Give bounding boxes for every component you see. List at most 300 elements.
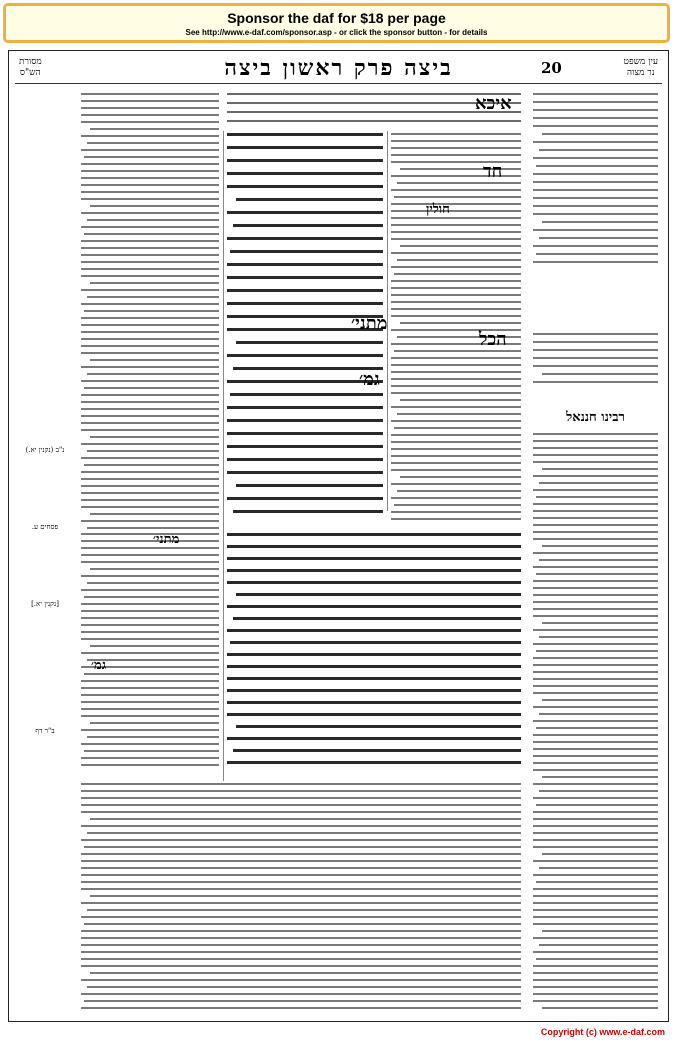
text-line — [533, 454, 658, 456]
text-line — [81, 422, 219, 424]
text-line — [533, 552, 658, 554]
text-line — [84, 923, 521, 925]
text-line — [539, 482, 658, 484]
text-line — [81, 492, 219, 494]
text-line — [236, 198, 383, 201]
text-line — [533, 748, 658, 750]
text-line — [533, 475, 658, 477]
text-line — [533, 839, 658, 841]
text-line — [81, 317, 219, 319]
text-line — [81, 916, 521, 918]
text-line — [81, 177, 219, 179]
text-line — [81, 324, 219, 326]
text-line — [87, 450, 219, 452]
text-line — [81, 631, 219, 633]
text-line — [81, 499, 219, 501]
text-line — [81, 624, 219, 626]
text-line — [81, 839, 521, 841]
text-line — [81, 163, 219, 165]
text-line — [81, 352, 219, 354]
text-line — [81, 107, 219, 109]
text-line — [391, 210, 521, 212]
text-line — [391, 462, 521, 464]
text-line — [227, 419, 383, 422]
text-line — [81, 303, 219, 305]
text-line — [81, 533, 219, 535]
text-line — [81, 575, 219, 577]
text-line — [87, 736, 219, 738]
gemara-marker: גמ׳ — [359, 369, 380, 390]
text-line — [81, 520, 219, 522]
text-line — [536, 650, 658, 652]
text-line — [533, 895, 658, 897]
text-line — [81, 443, 219, 445]
text-line — [533, 629, 658, 631]
text-line — [533, 440, 658, 442]
text-line — [542, 622, 658, 624]
text-line — [81, 652, 219, 654]
text-line — [391, 203, 521, 205]
text-line — [227, 761, 521, 764]
left-margin-column — [15, 91, 75, 1011]
text-line — [81, 638, 219, 640]
text-line — [533, 510, 658, 512]
text-line — [391, 448, 521, 450]
text-line — [90, 513, 219, 515]
text-line — [227, 354, 383, 357]
main-text-block — [81, 91, 521, 1011]
sponsor-banner[interactable] — [3, 3, 670, 43]
text-line — [533, 381, 658, 383]
text-line — [81, 958, 521, 960]
text-line — [536, 165, 658, 167]
text-line — [533, 762, 658, 764]
text-line — [533, 685, 658, 687]
text-line — [533, 860, 658, 862]
text-line — [533, 951, 658, 953]
header-divider — [15, 83, 662, 84]
text-line — [539, 559, 658, 561]
text-line — [533, 141, 658, 143]
text-line — [81, 965, 521, 967]
text-line — [81, 198, 219, 200]
text-line — [533, 261, 658, 263]
text-line — [542, 776, 658, 778]
text-line — [227, 172, 383, 175]
text-line — [400, 245, 521, 247]
text-line — [542, 699, 658, 701]
text-line — [81, 240, 219, 242]
rashi-marker: גמ׳ — [91, 658, 106, 673]
banner-subtitle: See http://www.e-daf.com/sponsor.asp - or click the sponsor button - for details — [185, 28, 488, 37]
text-line — [391, 133, 521, 135]
text-line — [391, 364, 521, 366]
text-line — [533, 433, 658, 435]
text-line — [81, 825, 521, 827]
text-line — [542, 373, 658, 375]
text-line — [533, 678, 658, 680]
text-line — [391, 434, 521, 436]
text-line — [227, 458, 383, 461]
text-line — [536, 958, 658, 960]
text-line — [81, 867, 521, 869]
tosafot-commentary — [81, 91, 219, 531]
text-line — [533, 229, 658, 231]
text-line — [533, 769, 658, 771]
text-line — [533, 173, 658, 175]
text-line — [227, 289, 383, 292]
text-line — [533, 706, 658, 708]
text-line — [81, 170, 219, 172]
text-line — [227, 677, 521, 680]
text-line — [227, 146, 383, 149]
rashi-commentary — [391, 131, 521, 521]
text-line — [227, 432, 383, 435]
text-line — [533, 594, 658, 596]
text-line — [81, 275, 219, 277]
text-line — [81, 415, 219, 417]
text-line — [533, 538, 658, 540]
text-line — [84, 156, 219, 158]
text-line — [233, 617, 521, 620]
text-line — [81, 701, 219, 703]
text-line — [400, 399, 521, 401]
text-line — [539, 149, 658, 151]
rabeinu-chananel-text — [533, 431, 658, 1011]
text-line — [397, 490, 521, 492]
banner-title[interactable]: Sponsor the daf for $18 per page — [227, 10, 446, 26]
text-line — [533, 874, 658, 876]
text-line — [533, 101, 658, 103]
text-line — [391, 420, 521, 422]
text-line — [81, 610, 219, 612]
text-line — [533, 333, 658, 335]
text-line — [81, 135, 219, 137]
text-line — [84, 673, 219, 675]
tosafot-heading: חולין — [426, 202, 450, 217]
text-line — [533, 1000, 658, 1002]
text-line — [391, 231, 521, 233]
text-line — [81, 589, 219, 591]
text-line — [539, 944, 658, 946]
text-line — [87, 373, 219, 375]
text-line — [81, 561, 219, 563]
text-line — [227, 629, 521, 632]
text-line — [533, 205, 658, 207]
text-line — [81, 617, 219, 619]
text-line — [533, 117, 658, 119]
text-line — [87, 527, 219, 529]
text-line — [90, 128, 219, 130]
text-line — [536, 253, 658, 255]
text-line — [227, 185, 383, 188]
ein-mishpat-notes — [533, 331, 658, 391]
text-line — [400, 168, 521, 170]
text-line — [536, 881, 658, 883]
text-line — [533, 664, 658, 666]
text-line — [391, 217, 521, 219]
text-line — [90, 972, 521, 974]
text-line — [391, 385, 521, 387]
text-line — [391, 441, 521, 443]
text-line — [533, 157, 658, 159]
text-line — [397, 182, 521, 184]
text-line — [81, 811, 521, 813]
text-line — [81, 114, 219, 116]
text-line — [87, 296, 219, 298]
text-line — [391, 455, 521, 457]
text-line — [391, 294, 521, 296]
column-divider — [387, 131, 388, 511]
text-line — [533, 846, 658, 848]
text-line — [81, 471, 219, 473]
text-line — [87, 659, 219, 661]
text-line — [81, 860, 521, 862]
page-title: ביצה פרק ראשון ביצה — [224, 55, 453, 81]
text-line — [533, 986, 658, 988]
text-line — [539, 237, 658, 239]
text-line — [391, 497, 521, 499]
text-line — [533, 993, 658, 995]
text-line — [391, 154, 521, 156]
text-line — [536, 804, 658, 806]
text-line — [391, 238, 521, 240]
text-line — [227, 653, 521, 656]
text-line — [227, 406, 383, 409]
text-line — [533, 909, 658, 911]
text-line — [81, 149, 219, 151]
text-line — [533, 365, 658, 367]
text-line — [533, 615, 658, 617]
text-line — [81, 408, 219, 410]
text-line — [533, 643, 658, 645]
text-line — [81, 603, 219, 605]
text-line — [542, 468, 658, 470]
text-line — [533, 181, 658, 183]
text-line — [81, 790, 521, 792]
text-line — [227, 471, 383, 474]
text-line — [227, 120, 521, 122]
text-line — [90, 359, 219, 361]
text-line — [394, 196, 521, 198]
text-line — [227, 737, 521, 740]
text-line — [87, 909, 521, 911]
text-line — [533, 93, 658, 95]
text-line — [227, 557, 521, 560]
daf-number: 20 — [541, 59, 562, 77]
text-line — [391, 140, 521, 142]
text-line — [81, 547, 219, 549]
text-line — [533, 755, 658, 757]
text-line — [533, 825, 658, 827]
tosafot-continuation — [81, 531, 219, 771]
text-line — [81, 951, 521, 953]
text-line — [84, 310, 219, 312]
text-line — [533, 357, 658, 359]
text-line — [542, 1007, 658, 1009]
text-line — [227, 263, 383, 266]
text-line — [536, 496, 658, 498]
text-line — [391, 266, 521, 268]
text-line — [84, 464, 219, 466]
text-line — [81, 261, 219, 263]
text-line — [81, 485, 219, 487]
text-line — [227, 701, 521, 704]
text-line — [533, 213, 658, 215]
text-line — [230, 393, 383, 396]
text-line — [87, 142, 219, 144]
text-line — [533, 197, 658, 199]
text-line — [81, 247, 219, 249]
text-line — [81, 881, 521, 883]
text-line — [81, 478, 219, 480]
text-line — [81, 366, 219, 368]
text-line — [81, 401, 219, 403]
text-line — [391, 518, 521, 520]
text-line — [81, 757, 219, 759]
text-line — [394, 427, 521, 429]
text-line — [533, 720, 658, 722]
margin-note: ב"ר דף — [35, 727, 55, 735]
text-line — [533, 503, 658, 505]
text-line — [81, 715, 219, 717]
text-line — [81, 783, 521, 785]
text-line — [90, 205, 219, 207]
text-line — [533, 580, 658, 582]
text-line — [533, 979, 658, 981]
text-line — [227, 713, 521, 716]
text-line — [81, 888, 521, 890]
text-line — [90, 818, 521, 820]
text-line — [81, 874, 521, 876]
text-line — [542, 930, 658, 932]
text-line — [87, 219, 219, 221]
text-line — [533, 531, 658, 533]
text-line — [533, 972, 658, 974]
text-line — [391, 357, 521, 359]
text-line — [227, 302, 383, 305]
text-line — [90, 436, 219, 438]
margin-note: נ"ב (נקנין יא.) — [25, 446, 65, 454]
text-line — [81, 121, 219, 123]
text-line — [84, 846, 521, 848]
text-line — [533, 965, 658, 967]
text-line — [90, 282, 219, 284]
text-line — [81, 680, 219, 682]
text-line — [227, 497, 383, 500]
text-line — [81, 804, 521, 806]
text-line — [87, 582, 219, 584]
text-line — [81, 268, 219, 270]
text-line — [391, 308, 521, 310]
text-line — [81, 429, 219, 431]
text-line — [233, 510, 383, 513]
text-line — [87, 986, 521, 988]
mishnah-marker: מתני׳ — [351, 313, 388, 334]
text-line — [533, 671, 658, 673]
text-line — [391, 315, 521, 317]
text-line — [542, 221, 658, 223]
text-line — [227, 545, 521, 548]
section-word: הכל — [479, 329, 507, 350]
text-line — [397, 259, 521, 261]
margin-note: פסחים ע. — [31, 523, 59, 531]
text-line — [533, 461, 658, 463]
text-line — [81, 797, 521, 799]
text-line — [542, 853, 658, 855]
text-line — [533, 916, 658, 918]
text-line — [81, 331, 219, 333]
text-line — [397, 413, 521, 415]
rabeinu-chananel-title: רבינו חננאל — [566, 410, 625, 425]
text-line — [227, 211, 383, 214]
text-line — [227, 581, 521, 584]
text-line — [236, 484, 383, 487]
text-line — [81, 191, 219, 193]
text-line — [394, 350, 521, 352]
text-line — [533, 888, 658, 890]
text-line — [227, 533, 521, 536]
text-line — [81, 993, 521, 995]
column-divider — [223, 131, 224, 781]
text-line — [533, 818, 658, 820]
text-line — [236, 593, 521, 596]
text-line — [90, 895, 521, 897]
copyright-link[interactable]: Copyright (c) www.e-daf.com — [540, 1027, 665, 1037]
text-line — [400, 322, 521, 324]
text-line — [84, 596, 219, 598]
text-line — [84, 387, 219, 389]
text-line — [236, 725, 521, 728]
text-line — [391, 301, 521, 303]
text-line — [227, 445, 383, 448]
text-line — [533, 517, 658, 519]
text-line — [391, 371, 521, 373]
text-line — [233, 749, 521, 752]
text-line — [90, 722, 219, 724]
text-line — [81, 937, 521, 939]
text-line — [394, 504, 521, 506]
text-line — [394, 273, 521, 275]
bottom-commentary — [81, 781, 521, 1011]
text-line — [391, 280, 521, 282]
text-line — [533, 601, 658, 603]
text-line — [533, 797, 658, 799]
text-line — [533, 489, 658, 491]
text-line — [236, 341, 383, 344]
section-word: חד — [483, 161, 503, 182]
text-line — [533, 125, 658, 127]
text-line — [227, 159, 383, 162]
text-line — [81, 254, 219, 256]
text-line — [81, 554, 219, 556]
ein-mishpat-notes — [533, 91, 658, 271]
text-line — [533, 937, 658, 939]
text-line — [391, 392, 521, 394]
text-line — [227, 665, 521, 668]
opening-word: איכא — [475, 93, 512, 114]
text-line — [84, 1000, 521, 1002]
text-line — [391, 406, 521, 408]
text-line — [391, 483, 521, 485]
text-line — [230, 641, 521, 644]
text-line — [533, 692, 658, 694]
text-line — [230, 250, 383, 253]
text-line — [81, 944, 521, 946]
text-line — [533, 587, 658, 589]
text-line — [81, 212, 219, 214]
text-line — [227, 689, 521, 692]
